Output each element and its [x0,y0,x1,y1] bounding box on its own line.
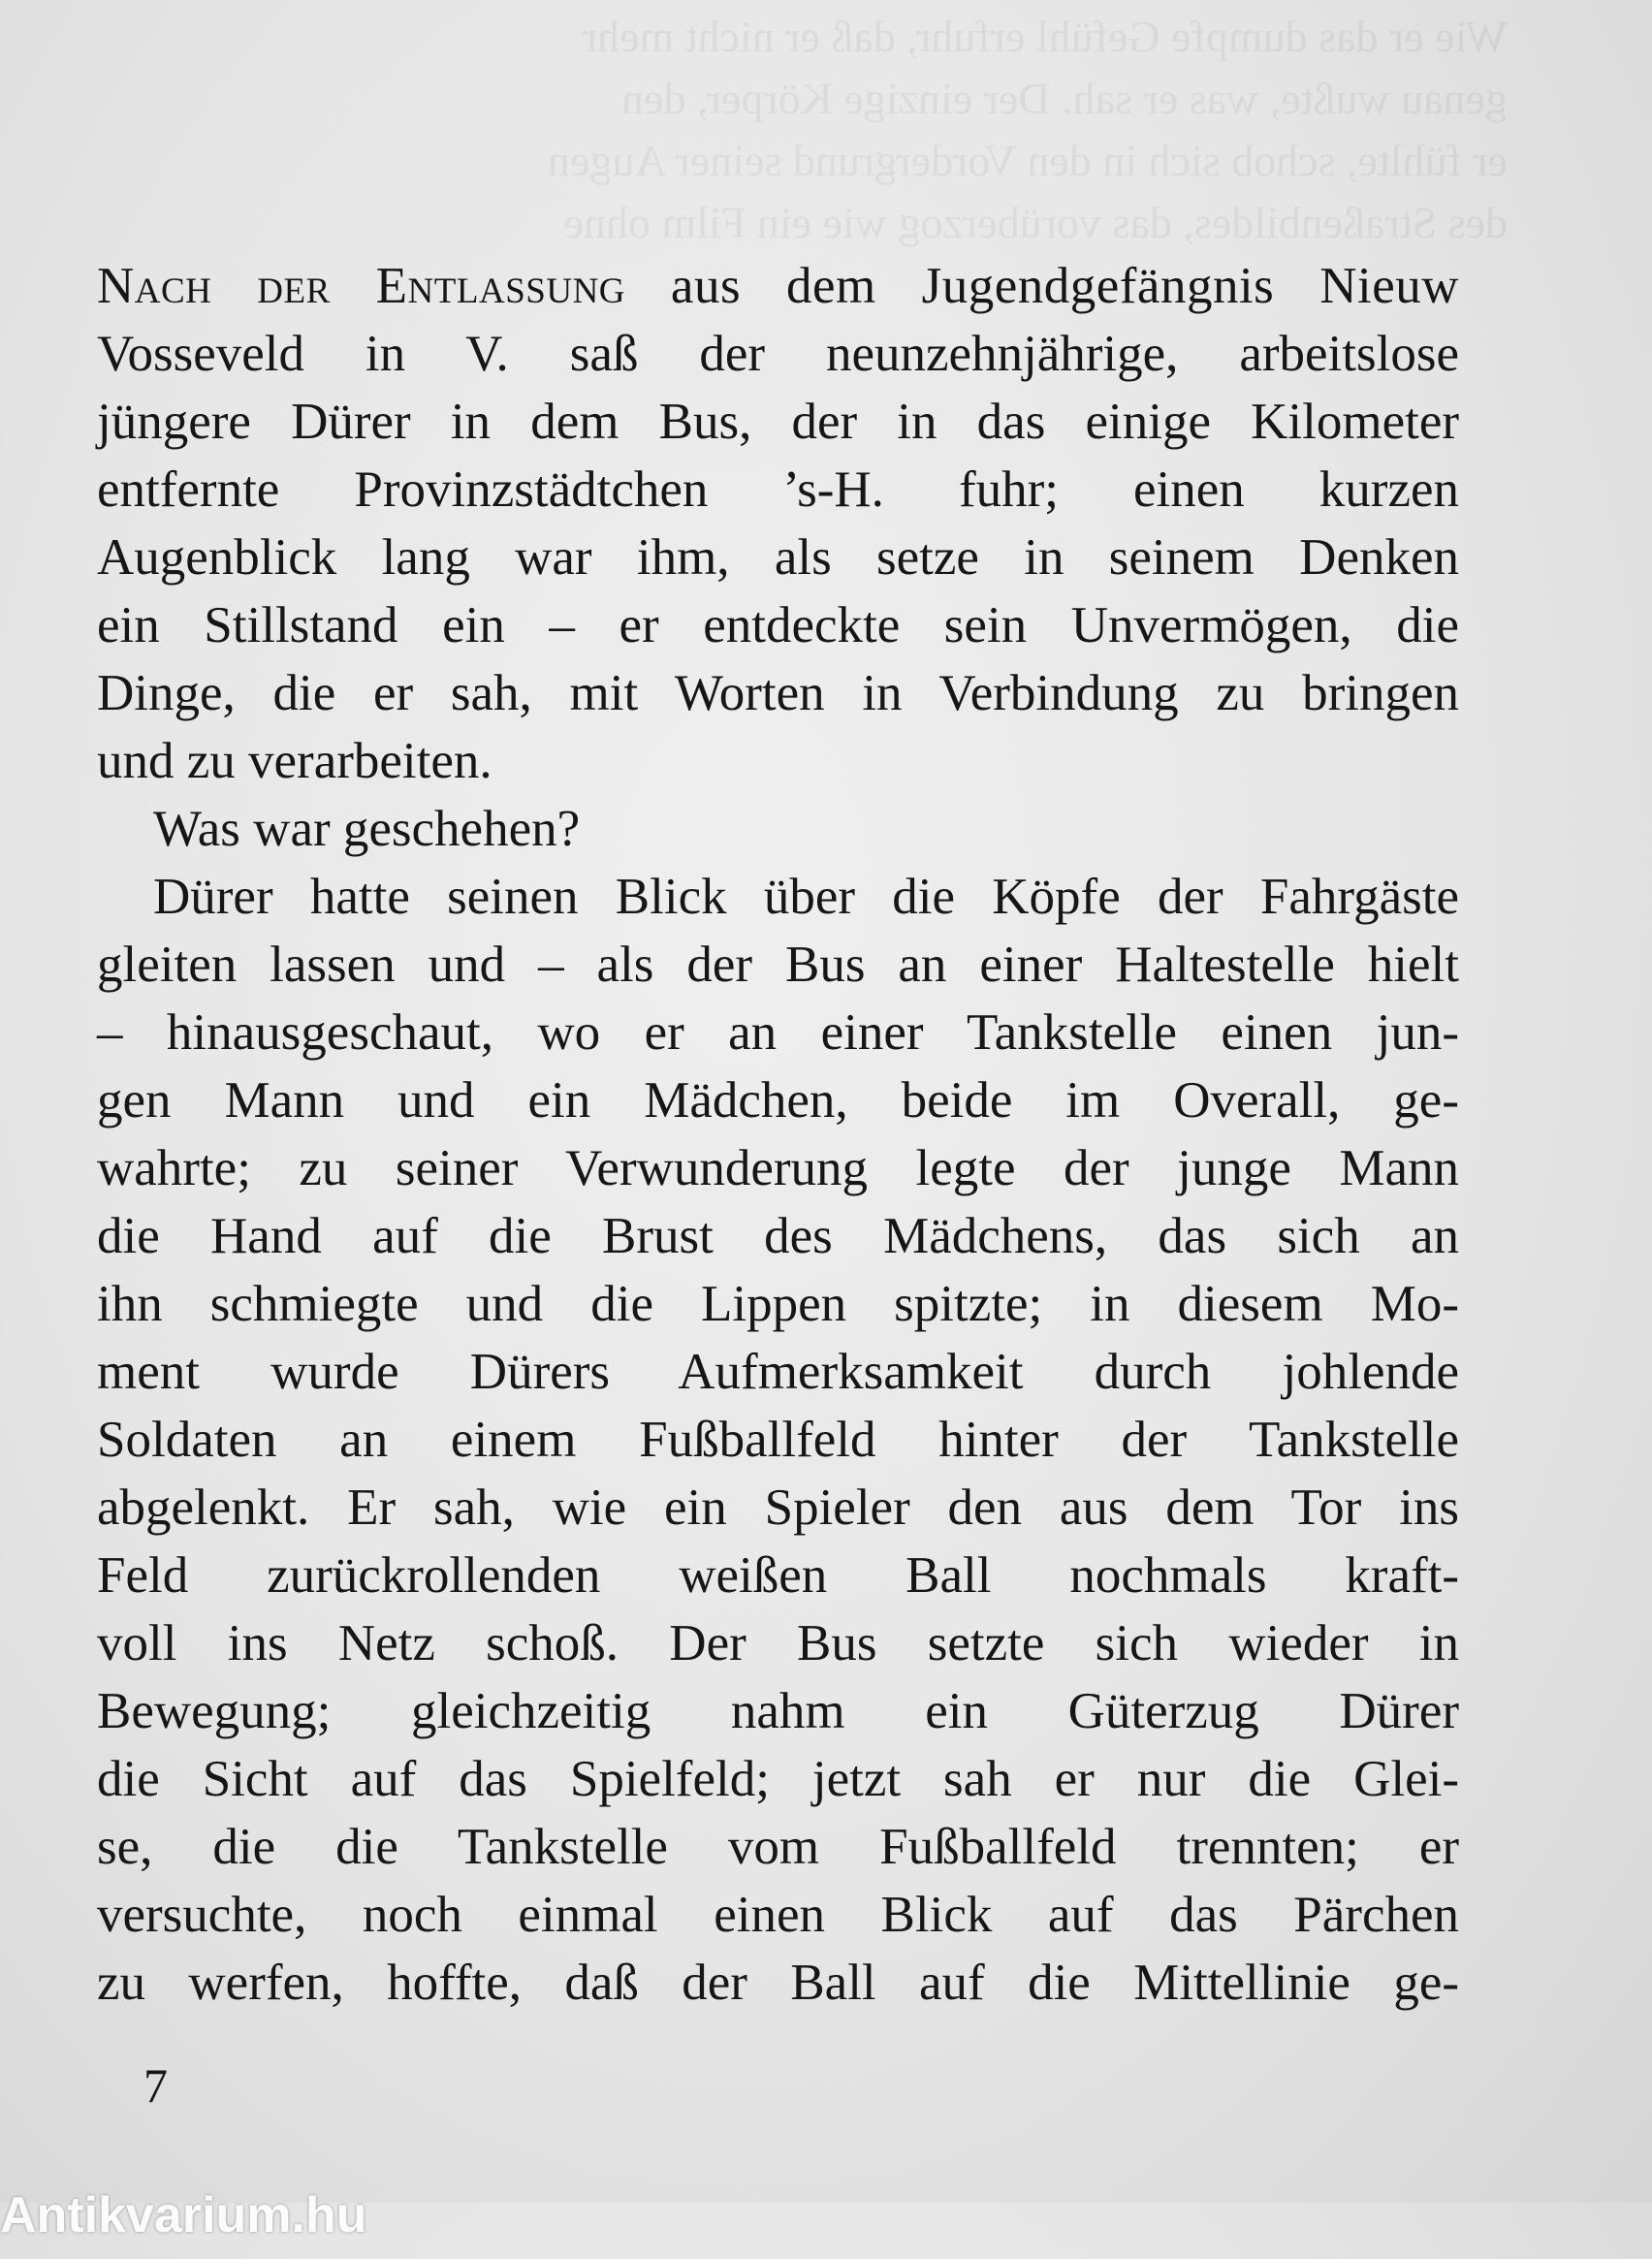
text-line: zu werfen, hoffte, daß der Ball auf die Mittellinie ge- [97,1955,1459,2011]
text-line: Soldaten an einem Fußballfeld hinter der Tankstelle [97,1412,1459,1468]
text-line: Feld zurückrollenden weißen Ball nochmals kraft- [97,1547,1459,1604]
text-line: voll ins Netz schoß. Der Bus setzte sich wieder in [97,1615,1459,1671]
text-line: Dürer hatte seinen Blick über die Köpfe der Fahrgäste [153,869,1459,925]
text-line: Dinge, die er sah, mit Worten in Verbindung zu bringen [97,665,1459,721]
text-line: gleiten lassen und – als der Bus an einer Haltestelle hielt [97,937,1459,993]
text-line: se, die die Tankstelle vom Fußballfeld trennten; er [97,1819,1459,1875]
text-line: ihn schmiegte und die Lippen spitzte; in diesem Mo- [97,1276,1459,1332]
text-line: Augenblick lang war ihm, als setze in seinem Denken [97,529,1459,586]
body-text [97,252,1459,2017]
text-line: Vosseveld in V. saß der neunzehnjährige, arbeitslose [97,326,1459,382]
text-line: jüngere Dürer in dem Bus, der in das einige Kilometer [97,394,1459,450]
text-line: gen Mann und ein Mädchen, beide im Overall, ge- [97,1072,1459,1129]
text-line: und zu verarbeiten. [97,733,492,789]
text-line: die Sicht auf das Spielfeld; jetzt sah er nur die Glei- [97,1751,1459,1807]
small-caps-lead: Nach der Entlassung [97,258,626,314]
text-line: Nach der Entlassung aus dem Jugendgefängnis Nieuw [97,258,1459,314]
text-line: – hinausgeschaut, wo er an einer Tankstelle einen jun- [97,1004,1459,1061]
watermark: Antikvarium.hu [0,2187,367,2243]
question-line: Was war geschehen? [153,801,581,857]
text-line: abgelenkt. Er sah, wie ein Spieler den aus dem Tor ins [97,1479,1459,1536]
page-number: 7 [143,2058,168,2113]
show-through-text: Wie er das dumpfe Gefühl erfuhr, daß er nicht mehr genau wußte, was er sah. Der einzige Körper, den er fühlte, schob sich in den Vordergrund seiner Augen des Straßenbildes, das vorüberzog wie ein Film ohne [547,12,1508,247]
text-line: ein Stillstand ein – er entdeckte sein Unvermögen, die [97,597,1459,653]
text-line: Bewegung; gleichzeitig nahm ein Güterzug Dürer [97,1683,1459,1739]
text-line: die Hand auf die Brust des Mädchens, das sich an [97,1208,1459,1264]
text-line: entfernte Provinzstädtchen ’s-H. fuhr; einen kurzen [97,461,1459,518]
text-line: wahrte; zu seiner Verwunderung legte der junge Mann [97,1140,1459,1196]
text-line: versuchte, noch einmal einen Blick auf das Pärchen [97,1887,1459,1943]
text-line: ment wurde Dürers Aufmerksamkeit durch johlende [97,1344,1459,1400]
